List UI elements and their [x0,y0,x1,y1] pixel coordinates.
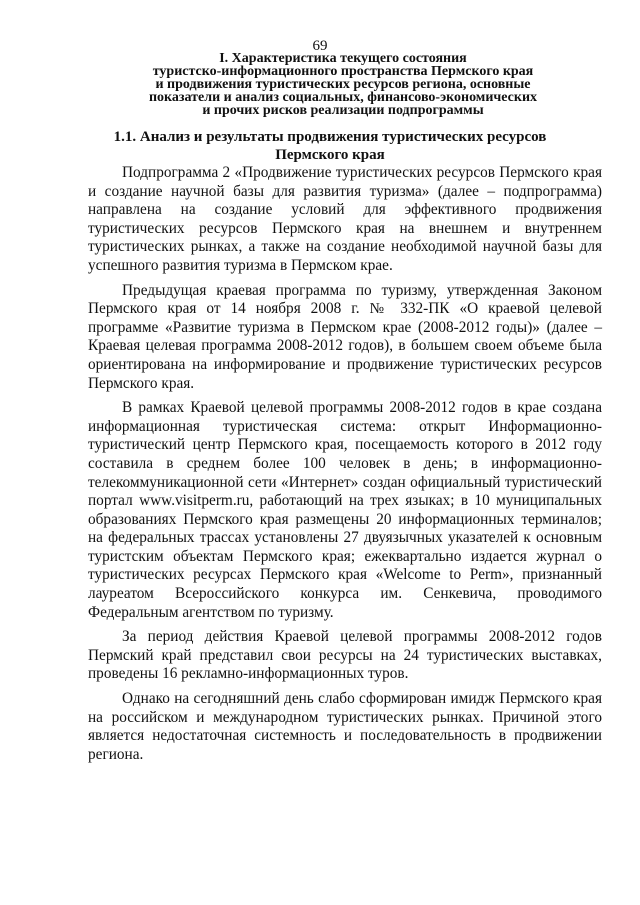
section-heading [128,52,558,117]
subheading-line: Пермского края [275,147,385,163]
paragraph: Подпрограмма 2 «Продвижение туристических ресурсов Пермского края и создание научной базы для развития туризма» (далее – подпрограмма) направлена на создание условий для эффективного продвижения туристических ресурсов Пермского края на внешнем и внутреннем туристических рынках, а также на создание необходимой научной базы для успешного развития туризма в Пермском крае. [88,164,602,274]
heading-line: и прочих рисков реализации подпрограммы [202,103,484,118]
heading-line: и продвижения туристических ресурсов региона, основные [155,77,531,92]
heading-line: туристско-информационного пространства Пермского края [152,64,534,79]
subheading-line: 1.1. Анализ и результаты продвижения туристических ресурсов [113,129,547,145]
subsection-heading [90,128,570,164]
body-text [88,164,602,770]
paragraph: Однако на сегодняшний день слабо сформирован имидж Пермского края на российском и международном туристических рынках. Причиной этого является недостаточная системность и последовательность в продвижении региона. [88,690,602,763]
heading-line: показатели и анализ социальных, финансово-экономических [148,90,538,105]
paragraph: В рамках Краевой целевой программы 2008-2012 годов в крае создана информационная туристическая система: открыт Информационно-туристический центр Пермского края, посещаемость которого в 2012 году составила в среднем более 100 человек в день; в информационно-телекоммуникационной сети «Интернет» создан официальный туристический портал www.visitperm.ru, работающий на трех языках; в 10 муниципальных образованиях Пермского края размещены 20 информационных терминалов; на федеральных трассах установлены 27 двуязычных указателей к основным туристским объектам Пермского края; ежеквартально издается журнал о туристических ресурсах Пермского края «Welcome to Perm», признанный лауреатом Всероссийского конкурса им. Сенкевича, проводимого Федеральным агентством по туризму. [88,399,602,621]
page-number: 69 [312,38,328,54]
heading-line: I. Характеристика текущего состояния [219,51,467,66]
paragraph: За период действия Краевой целевой программы 2008-2012 годов Пермский край представил свои ресурсы на 24 туристических выставках, проведены 16 рекламно-информационных туров. [88,628,602,683]
paragraph: Предыдущая краевая программа по туризму, утвержденная Законом Пермского края от 14 ноября 2008 г. № 332-ПК «О краевой целевой программе «Развитие туризма в Пермском крае (2008-2012 годы)» (далее – Краевая целевая программа 2008-2012 годов), в большем своем объеме была ориентирована на информирование и продвижение туристических ресурсов Пермского края. [88,281,602,392]
